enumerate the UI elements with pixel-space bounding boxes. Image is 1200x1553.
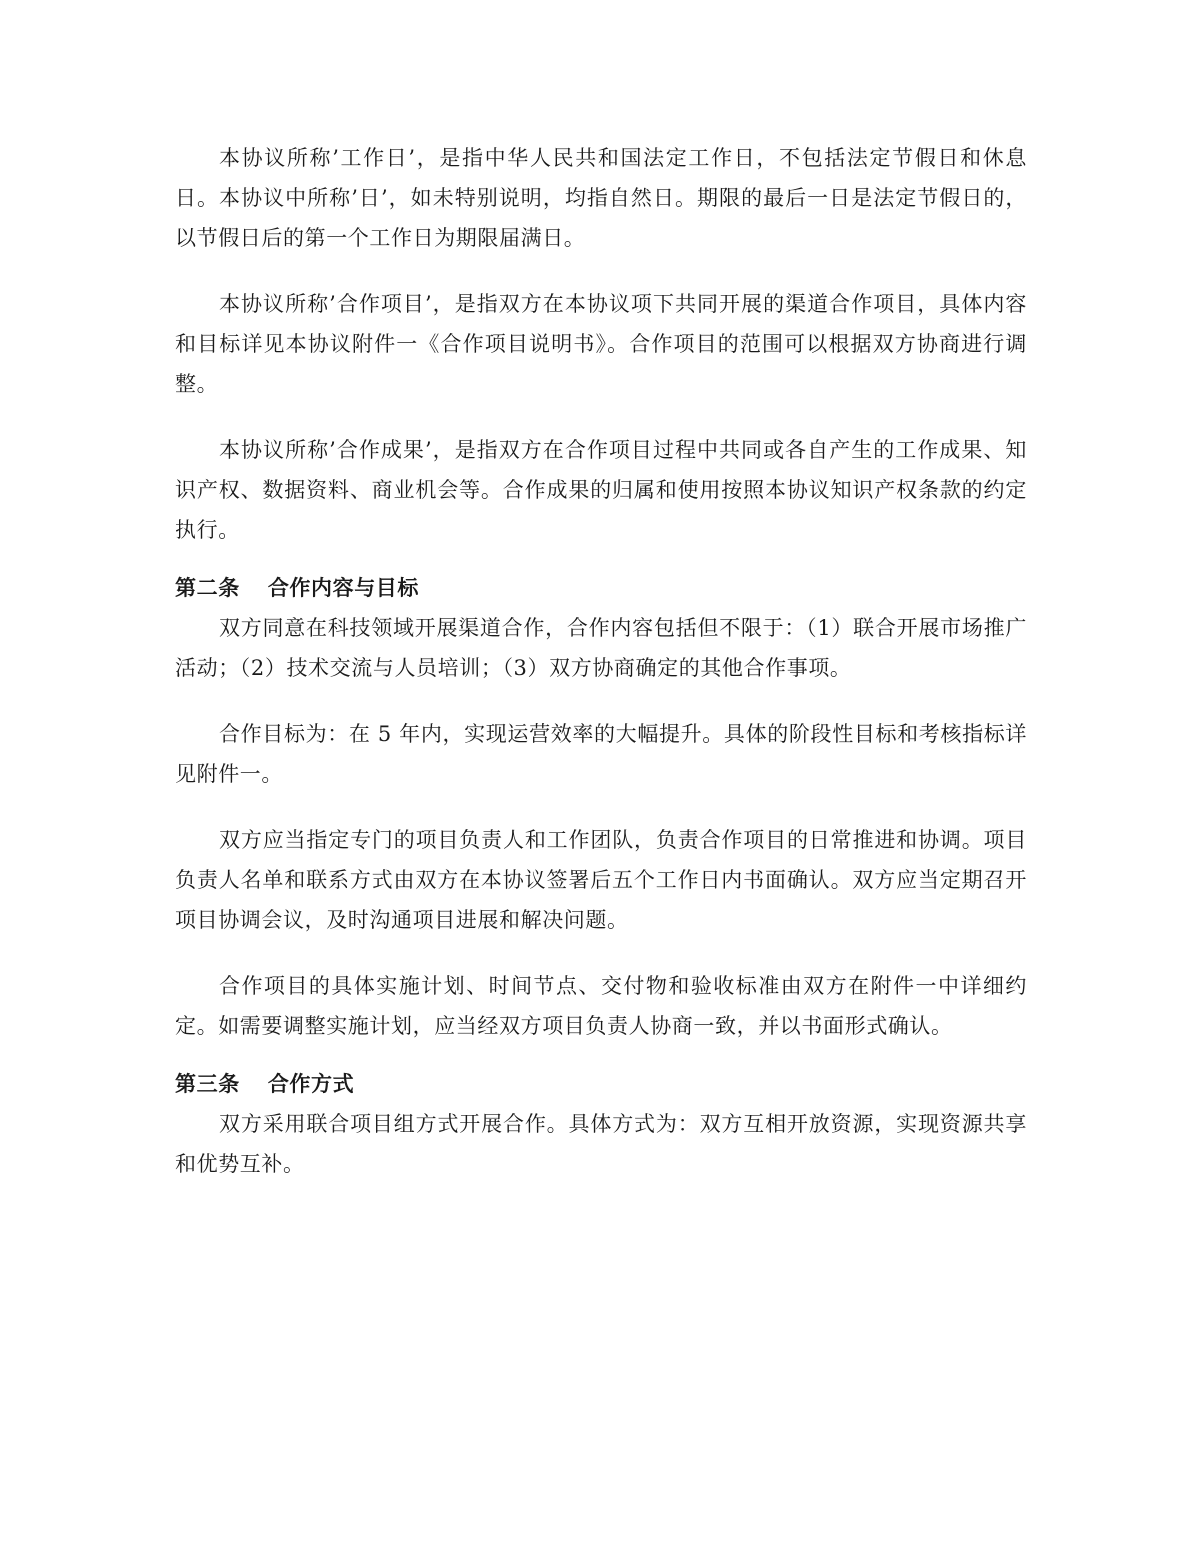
article-2-paragraph-2: 合作目标为：在 5 年内，实现运营效率的大幅提升。具体的阶段性目标和考核指标详见附件一。	[175, 722, 1027, 786]
article-2-title: 合作内容与目标	[267, 576, 420, 600]
article-3-title: 合作方式	[267, 1072, 355, 1096]
article-3-paragraph-1: 双方采用联合项目组方式开展合作。具体方式为：双方互相开放资源，实现资源共享和优势互补。	[175, 1112, 1027, 1176]
definition-results-paragraph: 本协议所称’合作成果’，是指双方在合作项目过程中共同或各自产生的工作成果、知识产权、数据资料、商业机会等。合作成果的归属和使用按照本协议知识产权条款的约定执行。	[175, 438, 1027, 542]
document-body	[175, 138, 1027, 1184]
article-2-heading	[175, 568, 1027, 608]
article-2-paragraph-3: 双方应当指定专门的项目负责人和工作团队，负责合作项目的日常推进和协调。项目负责人名单和联系方式由双方在本协议签署后五个工作日内书面确认。双方应当定期召开项目协调会议，及时沟通项目进展和解决问题。	[175, 828, 1027, 932]
article-2-number: 第二条	[175, 576, 240, 600]
article-3-heading	[175, 1064, 1027, 1104]
definition-workday-paragraph: 本协议所称’工作日’，是指中华人民共和国法定工作日，不包括法定节假日和休息日。本协议中所称’日’，如未特别说明，均指自然日。期限的最后一日是法定节假日的，以节假日后的第一个工作日为期限届满日。	[175, 146, 1027, 250]
article-2-paragraph-4: 合作项目的具体实施计划、时间节点、交付物和验收标准由双方在附件一中详细约定。如需要调整实施计划，应当经双方项目负责人协商一致，并以书面形式确认。	[175, 974, 1027, 1038]
article-2-paragraph-1: 双方同意在科技领域开展渠道合作，合作内容包括但不限于：（1）联合开展市场推广活动；（2）技术交流与人员培训；（3）双方协商确定的其他合作事项。	[175, 616, 1027, 680]
definition-project-paragraph: 本协议所称’合作项目’，是指双方在本协议项下共同开展的渠道合作项目，具体内容和目标详见本协议附件一《合作项目说明书》。合作项目的范围可以根据双方协商进行调整。	[175, 292, 1027, 396]
article-3-number: 第三条	[175, 1072, 240, 1096]
